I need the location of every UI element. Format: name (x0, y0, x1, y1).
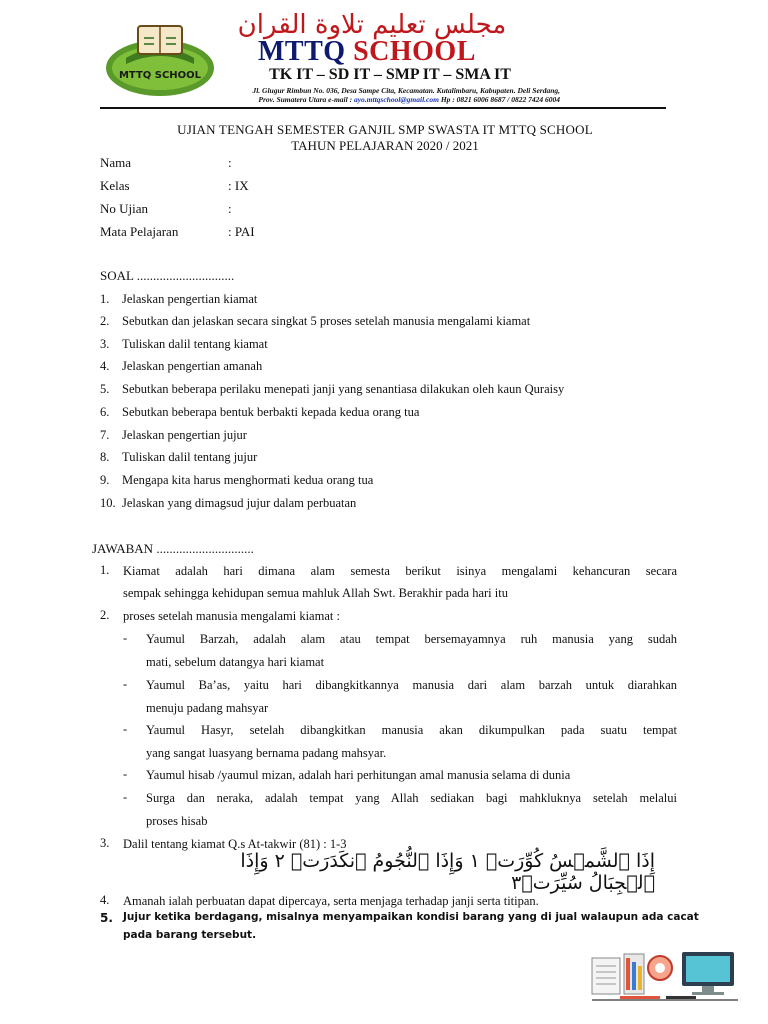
question-item: 5. Sebutkan beberapa perilaku menepati janji yang senantiasa dilakukan oleh kaun Quraisy (100, 382, 565, 396)
question-item: 4. Jelaskan pengertian amanah (100, 359, 263, 373)
info-label-mata-pelajaran: Mata Pelajaran (100, 224, 179, 239)
bullet-line: Yaumul Barzah, adalah alam atau tempat bersemayamnya ruh manusia yang sudah (146, 632, 677, 646)
answer-1-line-2: sempak sehingga kehidupan semua mahluk Allah Swt. Berakhir pada hari itu (123, 586, 508, 600)
bullet-mark: - (123, 767, 128, 781)
info-value-nama: : (228, 155, 232, 170)
decorative-stationery-illustration (590, 944, 740, 1006)
arabic-verse: إِذَا ٱلشَّمۡسُ كُوِّرَتۡ ١ وَإِذَا ٱلنُّجُومُ ٱنكَدَرَتۡ ٢ وَإِذَا ٱلۡجِبَالُ سُيِّرَتۡ٣ (240, 850, 655, 894)
bullet-line: Yaumul Hasyr, setelah dibangkitkan manusia akan dikumpulkan pada suatu tempat (146, 723, 677, 737)
bullet-mark: - (123, 631, 128, 645)
question-item: 7. Jelaskan pengertian jujur (100, 428, 247, 442)
question-item: 1. Jelaskan pengertian kiamat (100, 292, 258, 306)
bullet-line: proses hisab (146, 814, 208, 828)
answer-number: 1. (100, 563, 110, 577)
bullet-line: Yaumul hisab /yaumul mizan, adalah hari perhitungan amal manusia selama di dunia (146, 768, 571, 782)
answer-number: 5. (100, 911, 113, 925)
answer-5-line-1: Jujur ketika berdagang, misalnya menyampaikan kondisi barang yang di jual walaupun ada cacat (123, 911, 699, 923)
school-levels: TK IT – SD IT – SMP IT – SMA IT (269, 66, 511, 83)
exam-year: TAHUN PELAJARAN 2020 / 2021 (291, 138, 479, 153)
answer-5-line-2: pada barang tersebut. (123, 929, 257, 941)
arabic-institution-name: مجلس تعليم تلاوة القران (237, 10, 507, 40)
address-line-1: Jl. Glugur Rimbun No. 036, Desa Sampe Cita, Kecamatan. Kutalimbaru, Kabupaten. Deli Serdang, (252, 86, 560, 95)
question-item: 9. Mengapa kita harus menghormati kedua orang tua (100, 473, 374, 487)
header-divider (100, 107, 666, 109)
answer-3-text: Dalil tentang kiamat Q.s At-takwir (81) : 1-3 (123, 837, 347, 851)
bullet-line: yang sangat luasyang bernama padang mahsyar. (146, 746, 387, 760)
question-item: 10. Jelaskan yang dimagsud jujur dalam perbuatan (100, 496, 357, 510)
answer-number: 3. (100, 836, 110, 850)
jawaban-heading: JAWABAN .............................. (92, 541, 254, 556)
answer-number: 4. (100, 893, 110, 907)
exam-title: UJIAN TENGAH SEMESTER GANJIL SMP SWASTA IT MTTQ SCHOOL (177, 122, 593, 137)
school-name: MTTQ SCHOOL (258, 36, 476, 67)
info-label-no-ujian: No Ujian (100, 201, 149, 216)
info-value-mata-pelajaran: : PAI (228, 224, 255, 239)
soal-heading: SOAL .............................. (100, 268, 235, 283)
bullet-mark: - (123, 677, 128, 691)
info-label-kelas: Kelas (100, 178, 130, 193)
bullet-line: mati, sebelum datangya hari kiamat (146, 655, 325, 669)
address-line-2: Prov. Sumatera Utara e-mail : ayo.mttqschool@gmail.com Hp : 0821 6006 8687 / 0822 7424 6004 (258, 95, 560, 104)
question-item: 3. Tuliskan dalil tentang kiamat (100, 337, 268, 351)
svg-text:MTTQ SCHOOL: MTTQ SCHOOL (118, 70, 202, 81)
answer-number: 2. (100, 608, 110, 622)
info-label-nama: Nama (100, 155, 132, 170)
bullet-mark: - (123, 790, 128, 804)
info-value-no-ujian: : (228, 201, 232, 216)
bullet-mark: - (123, 722, 128, 736)
answer-2-text: proses setelah manusia mengalami kiamat : (123, 609, 340, 623)
bullet-line: Surga dan neraka, adalah tempat yang Allah sediakan bagi mahkluknya setelah melalui (146, 791, 677, 805)
bullet-line: Yaumul Ba’as, yaitu hari dibangkitkannya manusia dari alam barzah untuk diarahkan (146, 678, 677, 692)
email-link[interactable]: ayo.mttqschool@gmail.com (353, 95, 439, 104)
question-item: 2. Sebutkan dan jelaskan secara singkat 5 proses setelah manusia mengalami kiamat (100, 314, 531, 328)
answer-1-line-1: Kiamat adalah hari dimana alam semesta berikut isinya mengalami kehancuran secara (123, 564, 677, 578)
info-value-kelas: : IX (228, 178, 249, 193)
question-item: 8. Tuliskan dalil tentang jujur (100, 450, 258, 464)
question-item: 6. Sebutkan beberapa bentuk berbakti kepada kedua orang tua (100, 405, 420, 419)
answer-4-text: Amanah ialah perbuatan dapat dipercaya, serta menjaga terhadap janji serta titipan. (123, 894, 539, 908)
bullet-line: menuju padang mahsyar (146, 701, 269, 715)
